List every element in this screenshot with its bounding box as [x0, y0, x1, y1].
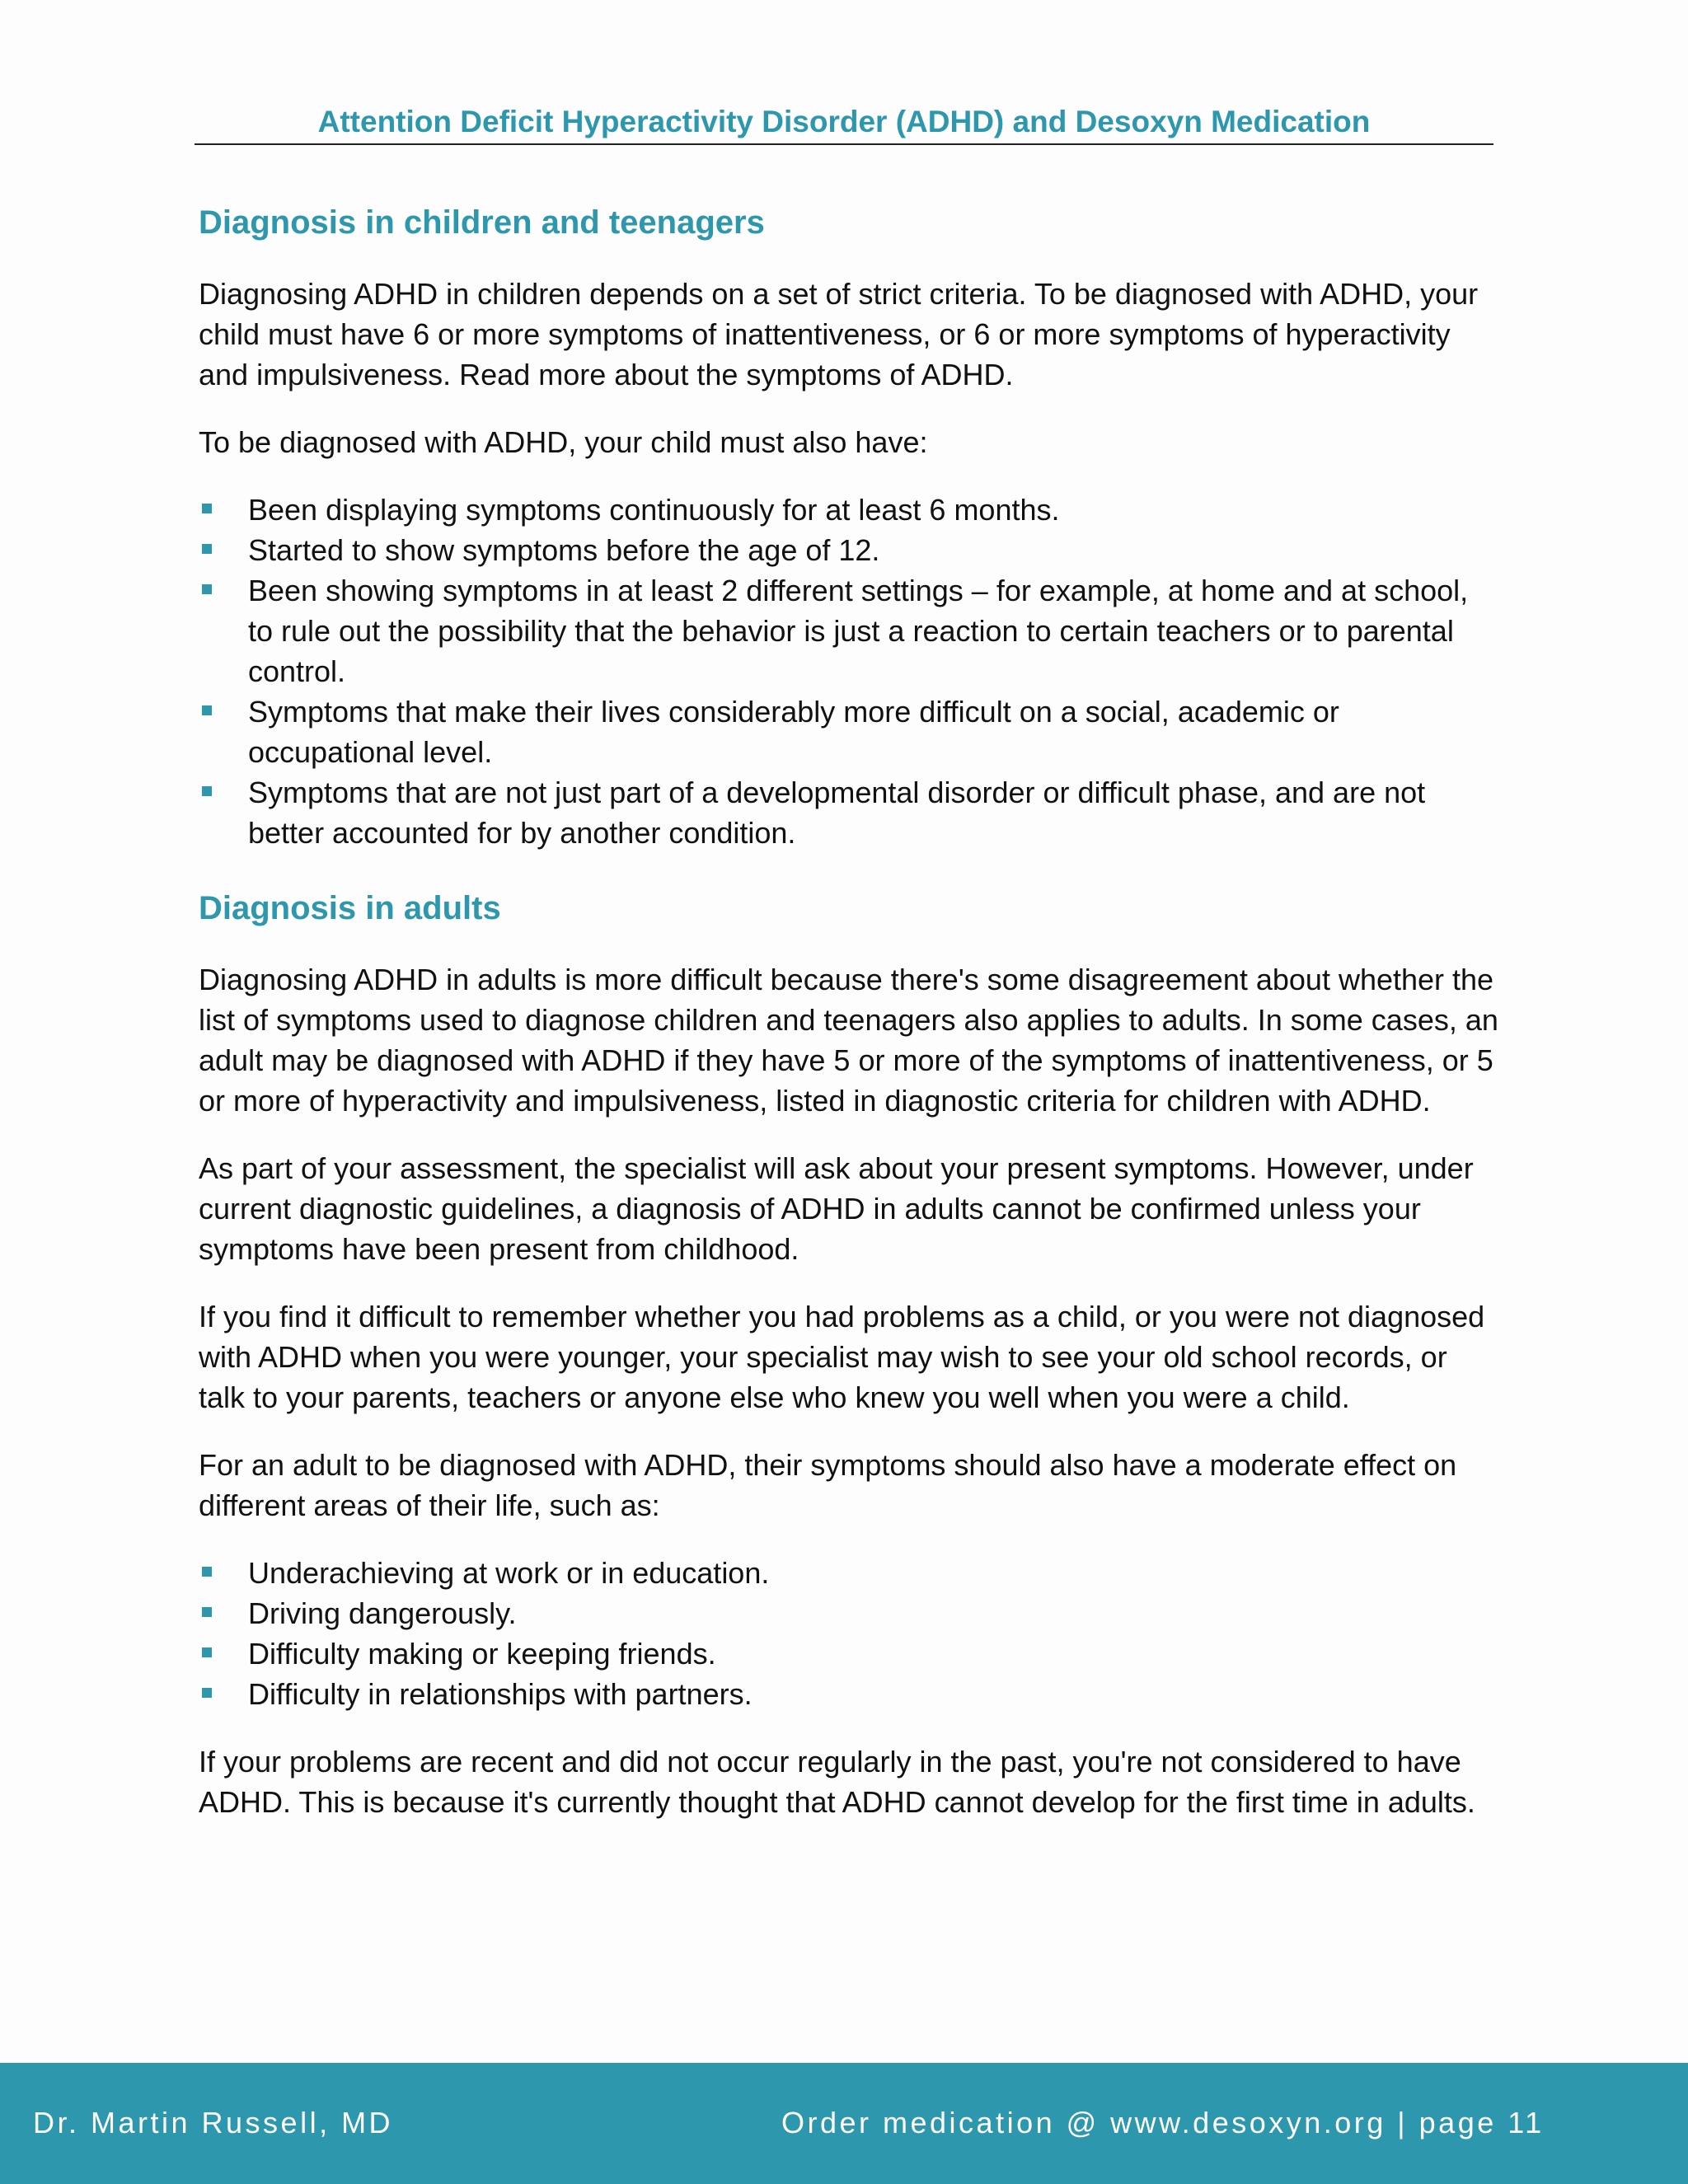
list-item — [199, 490, 1501, 530]
paragraph: If you find it difficult to remember whether you had problems as a child, or you were not diagnosed with ADHD when you were younger, your specialist may wish to see your old school records, or talk to your parents, teachers or anyone else who knew you well when you were a child. — [199, 1300, 1485, 1414]
square-bullet-icon — [202, 1567, 212, 1577]
list-item — [199, 691, 1501, 772]
header-divider — [195, 143, 1493, 145]
adult-effects-list — [199, 1553, 1501, 1714]
paragraph: Diagnosing ADHD in children depends on a set of strict criteria. To be diagnosed with ADHD, your child must have 6 or more symptoms of inattentiveness, or 6 or more symptoms of hyperactivity and impulsiveness. Read more about the symptoms of ADHD. — [199, 277, 1479, 391]
list-item-text: Symptoms that are not just part of a developmental disorder or difficult phase, and are not better accounted for by another condition. — [248, 776, 1426, 850]
paragraph: As part of your assessment, the specialist will ask about your present symptoms. However, under current diagnostic guidelines, a diagnosis of ADHD in adults cannot be confirmed unless your symptoms have been present from childhood. — [199, 1151, 1474, 1266]
list-item — [199, 530, 1501, 570]
section-heading-adults: Diagnosis in adults — [199, 890, 501, 926]
list-item — [199, 1593, 1501, 1633]
paragraph: For an adult to be diagnosed with ADHD, their symptoms should also have a moderate effect on different areas of their life, such as: — [199, 1448, 1457, 1522]
list-item — [199, 1553, 1501, 1593]
square-bullet-icon — [202, 705, 212, 715]
section-heading-children: Diagnosis in children and teenagers — [199, 204, 765, 241]
square-bullet-icon — [202, 544, 212, 554]
footer-order-link[interactable]: Order medication @ www.desoxyn.org | page 11 — [781, 2106, 1545, 2139]
square-bullet-icon — [202, 1607, 212, 1617]
list-item-text: Underachieving at work or in education. — [248, 1556, 770, 1590]
square-bullet-icon — [202, 786, 212, 796]
square-bullet-icon — [202, 504, 212, 513]
page-content — [199, 194, 1501, 1849]
list-item-text: Symptoms that make their lives considerably more difficult on a social, academic or occupational level. — [248, 695, 1339, 769]
document-header-title: Attention Deficit Hyperactivity Disorder (ADHD) and Desoxyn Medication — [317, 105, 1371, 138]
list-item-text: Driving dangerously. — [248, 1596, 517, 1630]
list-item-text: Been displaying symptoms continuously for at least 6 months. — [248, 493, 1060, 527]
list-item-text: Difficulty in relationships with partners. — [248, 1677, 753, 1711]
paragraph: To be diagnosed with ADHD, your child must also have: — [199, 425, 928, 459]
list-item-text: Difficulty making or keeping friends. — [248, 1637, 716, 1671]
list-item — [199, 1674, 1501, 1714]
square-bullet-icon — [202, 584, 212, 594]
footer-author: Dr. Martin Russell, MD — [33, 2106, 394, 2139]
children-criteria-list — [199, 490, 1501, 853]
list-item — [199, 1633, 1501, 1674]
closing-paragraph: If your problems are recent and did not occur regularly in the past, you're not considered to have ADHD. This is because it's currently thought that ADHD cannot develop for the first time in adults. — [199, 1745, 1475, 1819]
paragraph: Diagnosing ADHD in adults is more difficult because there's some disagreement about whether the list of symptoms used to diagnose children and teenagers also applies to adults. In some cases, an adult may be diagnosed with ADHD if they have 5 or more of the symptoms of inattentiveness, or 5 or more of hyperactivity and impulsiveness, listed in diagnostic criteria for children with ADHD. — [199, 963, 1498, 1118]
list-item — [199, 570, 1501, 691]
square-bullet-icon — [202, 1688, 212, 1698]
page-footer — [0, 2063, 1688, 2184]
list-item-text: Been showing symptoms in at least 2 different settings – for example, at home and at school, to rule out the possibility that the behavior is just a reaction to certain teachers or to parental control. — [248, 574, 1469, 688]
list-item-text: Started to show symptoms before the age of 12. — [248, 533, 880, 567]
square-bullet-icon — [202, 1647, 212, 1657]
list-item — [199, 772, 1501, 853]
